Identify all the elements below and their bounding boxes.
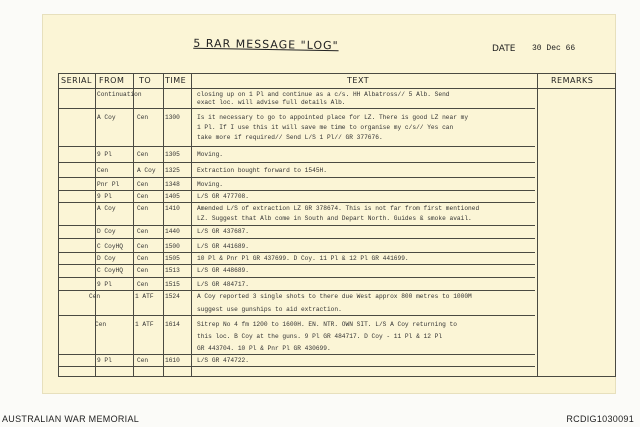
text-line: L/S GR 448689. — [197, 267, 249, 274]
row-divider — [59, 146, 535, 147]
date-label: DATE — [492, 44, 516, 54]
from-cell: 9 Pl — [97, 357, 112, 364]
to-cell: Cen — [137, 255, 149, 262]
time-cell: 1524 — [165, 293, 180, 300]
column-header-from: FROM — [99, 76, 125, 85]
text-line: 10 Pl & Pnr Pl GR 437699. D Coy. 11 Pl & 12 Pl GR 441699. — [197, 255, 409, 262]
time-cell: 1500 — [165, 243, 180, 250]
row-divider — [59, 264, 535, 265]
text-line: L/S GR 474722. — [197, 357, 249, 364]
to-cell: Cen — [137, 267, 149, 274]
text-line: exact loc. will advise full details Alb. — [197, 99, 346, 106]
column-divider — [537, 74, 538, 376]
from-cell: 9 Pl — [97, 193, 112, 200]
time-cell: 1300 — [165, 114, 180, 121]
time-cell: 1440 — [165, 228, 180, 235]
from-cell: Pnr Pl — [97, 181, 120, 188]
row-divider — [59, 202, 535, 203]
from-cell: A Coy — [97, 205, 116, 212]
text-line: Moving. — [197, 181, 223, 188]
from-cell: D Coy — [97, 228, 116, 235]
time-cell: 1405 — [165, 193, 180, 200]
from-cell: C CoyHQ — [97, 243, 123, 250]
text-line: A Coy reported 3 single shots to there due West approx 800 metres to 1000M — [197, 293, 472, 300]
time-cell: 1305 — [165, 151, 180, 158]
time-cell: 1610 — [165, 357, 180, 364]
text-line: Is it necessary to go to appointed place for LZ. There is good LZ near my — [197, 114, 469, 121]
time-cell: 1505 — [165, 255, 180, 262]
time-cell: 1410 — [165, 205, 180, 212]
row-divider — [59, 277, 535, 278]
column-header-time: TIME — [165, 76, 187, 85]
time-cell: 1515 — [165, 281, 180, 288]
to-cell: Cen — [137, 151, 149, 158]
row-divider — [59, 108, 535, 109]
record-id: RCDIG1030091 — [566, 414, 634, 424]
text-line: closing up on 1 Pl and continue as a c/s. HH Albatross// 5 Alb. Send — [197, 91, 450, 98]
text-line: suggest use gunships to aid extraction. — [197, 306, 342, 313]
to-cell: Cen — [137, 181, 149, 188]
archive-credit: AUSTRALIAN WAR MEMORIAL — [2, 414, 140, 424]
row-divider — [59, 238, 535, 239]
to-cell: Cen — [137, 205, 149, 212]
text-line: GR 443704. 10 Pl & Pnr Pl GR 430699. — [197, 345, 331, 352]
text-line: Sitrep No 4 fm 1200 to 1600H. EN. NTR. OWN SIT. L/S A Coy returning to — [197, 321, 457, 328]
from-cell: Cen — [97, 167, 109, 174]
row-divider — [59, 190, 535, 191]
text-line: Amended L/S of extraction LZ GR 378674. This is not far from first mentioned — [197, 205, 480, 212]
column-header-to: TO — [139, 76, 152, 85]
text-line: LZ. Suggest that Alb come in South and Depart North. Guides & smoke avail. — [197, 215, 472, 222]
to-cell: Cen — [137, 193, 149, 200]
row-divider — [59, 354, 535, 355]
text-line: take more if required// Send L/S 1 Pl// GR 377676. — [197, 134, 383, 141]
row-divider — [59, 252, 535, 253]
from-cell: 9 Pl — [97, 151, 112, 158]
to-cell: 1 ATF — [135, 293, 154, 300]
from-cell: D Coy — [97, 255, 116, 262]
from-cell: 9 Pl — [97, 281, 112, 288]
header-divider — [59, 88, 615, 89]
column-header-text: TEXT — [347, 76, 370, 85]
from-cell: C CoyHQ — [97, 267, 123, 274]
row-divider — [59, 162, 535, 163]
time-cell: 1614 — [165, 321, 180, 328]
time-cell: 1348 — [165, 181, 180, 188]
to-cell: Cen — [137, 357, 149, 364]
time-cell: 1513 — [165, 267, 180, 274]
row-divider — [59, 177, 535, 178]
time-cell: 1325 — [165, 167, 180, 174]
text-line: L/S GR 437687. — [197, 228, 249, 235]
date-value: 30 Dec 66 — [532, 44, 576, 53]
to-cell: Cen — [137, 243, 149, 250]
row-divider — [59, 290, 535, 291]
from-cell: Cen — [95, 321, 107, 328]
from-cell: Cen — [89, 293, 101, 300]
to-cell: Cen — [137, 114, 149, 121]
row-divider — [59, 225, 535, 226]
text-line: Moving. — [197, 151, 223, 158]
to-cell: A Coy — [137, 167, 156, 174]
from-cell: A Coy — [97, 114, 116, 121]
to-cell: Cen — [137, 281, 149, 288]
row-divider — [59, 315, 535, 316]
log-table — [58, 73, 616, 377]
to-cell: 1 ATF — [135, 321, 154, 328]
text-line: L/S GR 441689. — [197, 243, 249, 250]
text-line: 1 Pl. If I use this it will save me time to organise my c/s// Yes can — [197, 124, 454, 131]
text-line: L/S GR 484717. — [197, 281, 249, 288]
text-line: L/S GR 477708. — [197, 193, 249, 200]
text-line: this loc. B Coy at the guns. 9 Pl GR 484717. D Coy - 11 Pl & 12 Pl — [197, 333, 443, 340]
column-header-remarks: REMARKS — [551, 76, 594, 85]
text-line: Extraction bought forward to 1545H. — [197, 167, 327, 174]
from-cell: Continuation — [97, 91, 142, 98]
column-header-serial: SERIAL — [61, 76, 92, 85]
row-divider — [59, 366, 535, 367]
to-cell: Cen — [137, 228, 149, 235]
page-title: 5 RAR MESSAGE "LOG" — [193, 36, 339, 53]
